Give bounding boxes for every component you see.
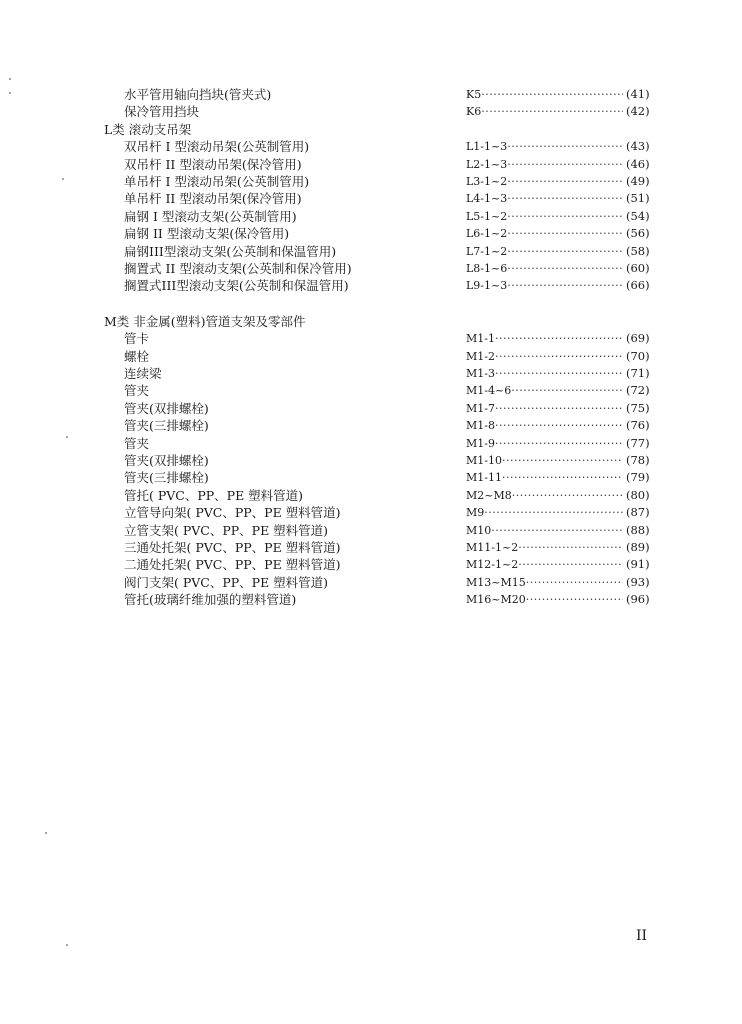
toc-entry — [0, 243, 742, 260]
toc-entry — [0, 435, 742, 452]
toc-entry — [0, 365, 742, 382]
entry-code: L7-1~2 ····· — [466, 243, 623, 260]
scan-speck — [66, 436, 68, 438]
entry-title: 立管导向架( PVC、PP、PE 塑料管道) — [124, 505, 341, 521]
toc-entry — [0, 574, 742, 591]
entry-title: 搁置式 II 型滚动支架(公英制和保冷管用) — [124, 261, 352, 276]
entry-page: (76) — [626, 418, 650, 433]
entry-page: (71) — [626, 366, 650, 380]
entry-page: (77) — [626, 435, 650, 450]
entry-page: (96) — [626, 592, 650, 607]
entry-page: (58) — [626, 243, 650, 258]
entry-page: (43) — [626, 139, 650, 154]
entry-code: M13~M15 ····· — [466, 574, 623, 591]
entry-code: M1-3 ····· — [466, 365, 623, 382]
entry-page: (88) — [626, 522, 650, 537]
entry-title: 水平管用轴向挡块(管夹式) — [124, 87, 272, 102]
entry-code: L1-1~3 ····· — [466, 138, 623, 155]
toc-entry — [0, 469, 742, 486]
toc-entry — [0, 591, 742, 608]
entry-title: 管夹(三排螺栓) — [124, 470, 209, 486]
entry-page: (91) — [626, 557, 650, 572]
entry-page: (56) — [626, 226, 650, 241]
toc-section-heading — [0, 121, 742, 138]
toc-entry — [0, 400, 742, 417]
toc-entry — [0, 190, 742, 207]
entry-title: 管夹(三排螺栓) — [124, 418, 209, 434]
entry-title: 单吊杆 II 型滚动吊架(保冷管用) — [124, 191, 302, 207]
entry-page: (51) — [626, 191, 650, 206]
entry-page: (75) — [626, 400, 650, 415]
entry-page: (93) — [626, 574, 650, 589]
entry-title: 管夹(双排螺栓) — [124, 400, 209, 416]
entry-title: 扁钢 I 型滚动支架(公英制管用) — [124, 208, 297, 224]
toc-entry — [0, 522, 742, 539]
entry-code: M11-1~2 ····· — [466, 539, 623, 556]
page-number: II — [636, 928, 648, 944]
entry-code: M1-9 ····· — [466, 435, 623, 452]
entry-page: (49) — [626, 174, 650, 188]
entry-page: (69) — [626, 331, 650, 346]
entry-title: 螺栓 — [124, 348, 150, 364]
scan-speck — [9, 92, 11, 94]
toc-entry — [0, 487, 742, 504]
entry-code: L4-1~3 ····· — [466, 190, 623, 207]
entry-code: M1-10 ····· — [466, 452, 623, 469]
scan-speck — [66, 944, 68, 946]
toc-entry — [0, 225, 742, 242]
entry-title: 管卡 — [124, 331, 150, 347]
toc-entry — [0, 173, 742, 190]
entry-page: (89) — [626, 540, 650, 554]
toc-entry — [0, 208, 742, 225]
toc-entry — [0, 417, 742, 434]
toc-entry — [0, 504, 742, 521]
entry-title: 搁置式III型滚动支架(公英制和保温管用) — [124, 278, 349, 294]
scan-speck — [45, 832, 47, 834]
toc-entry — [0, 452, 742, 469]
entry-title: 扁钢III型滚动支架(公英制和保温管用) — [124, 243, 337, 259]
toc-entry — [0, 539, 742, 556]
toc-entry — [0, 556, 742, 573]
entry-title: 管托( PVC、PP、PE 塑料管道) — [124, 487, 304, 503]
entry-code: K6 ····· — [466, 103, 623, 120]
entry-page: (78) — [626, 453, 650, 467]
entry-page: (72) — [626, 383, 650, 398]
entry-title: 单吊杆 I 型滚动吊架(公英制管用) — [124, 174, 310, 189]
toc-entry — [0, 348, 742, 365]
entry-code: L3-1~2 ····· — [466, 173, 623, 190]
entry-page: (87) — [626, 505, 650, 520]
entry-page: (80) — [626, 487, 650, 502]
entry-title: 管托(玻璃纤维加强的塑料管道) — [124, 592, 297, 608]
toc-entry — [0, 277, 742, 294]
entry-code: L8-1~6 ····· — [466, 260, 623, 277]
entry-code: M16~M20 ····· — [466, 591, 623, 608]
entry-code: M1-1 ····· — [466, 330, 623, 347]
scan-speck — [62, 178, 64, 180]
toc-section-heading — [0, 313, 742, 330]
entry-code: K5 ····· — [466, 86, 623, 103]
entry-page: (46) — [626, 156, 650, 171]
entry-title: 连续梁 — [124, 366, 162, 381]
entry-title: 阀门支架( PVC、PP、PE 塑料管道) — [124, 574, 329, 590]
entry-title: M类 非金属(塑料)管道支架及零部件 — [104, 313, 306, 329]
entry-title: 管夹 — [124, 435, 150, 451]
entry-title: 管夹 — [124, 383, 150, 399]
entry-page: (60) — [626, 261, 650, 275]
entry-code: M10 ····· — [466, 522, 623, 539]
entry-title: 双吊杆 II 型滚动吊架(保冷管用) — [124, 156, 302, 172]
entry-code: M12-1~2 ····· — [466, 556, 623, 573]
toc-entry — [0, 86, 742, 103]
entry-title: 管夹(双排螺栓) — [124, 453, 209, 468]
entry-code: L5-1~2 ····· — [466, 208, 623, 225]
entry-title: 立管支架( PVC、PP、PE 塑料管道) — [124, 522, 329, 538]
toc-entry — [0, 260, 742, 277]
entry-page: (54) — [626, 208, 650, 223]
entry-code: M1-11 ····· — [466, 469, 623, 486]
toc-entry — [0, 156, 742, 173]
toc-entry — [0, 382, 742, 399]
scan-speck — [9, 78, 11, 80]
entry-code: L6-1~2 ····· — [466, 225, 623, 242]
entry-title: 保冷管用挡块 — [124, 104, 200, 120]
toc-entry — [0, 330, 742, 347]
toc-entry — [0, 138, 742, 155]
entry-page: (66) — [626, 278, 650, 293]
entry-title: 扁钢 II 型滚动支架(保冷管用) — [124, 226, 290, 242]
entry-title: 二通处托架( PVC、PP、PE 塑料管道) — [124, 557, 341, 573]
entry-code: L2-1~3 ····· — [466, 156, 623, 173]
entry-page: (79) — [626, 470, 650, 485]
entry-page: (41) — [626, 87, 650, 101]
entry-code: M1-2 ····· — [466, 348, 623, 365]
entry-code: M1-8 ····· — [466, 417, 623, 434]
entry-code: M1-4~6 ····· — [466, 382, 623, 399]
entry-page: (42) — [626, 104, 650, 119]
entry-title: 三通处托架( PVC、PP、PE 塑料管道) — [124, 540, 341, 555]
entry-code: M9 ····· — [466, 504, 623, 521]
entry-title: L类 滚动支吊架 — [104, 121, 192, 137]
entry-title: 双吊杆 I 型滚动吊架(公英制管用) — [124, 139, 310, 155]
entry-code: M2~M8 ····· — [466, 487, 623, 504]
entry-page: (70) — [626, 348, 650, 363]
toc-entry — [0, 103, 742, 120]
entry-code: L9-1~3 ····· — [466, 277, 623, 294]
entry-code: M1-7 ····· — [466, 400, 623, 417]
